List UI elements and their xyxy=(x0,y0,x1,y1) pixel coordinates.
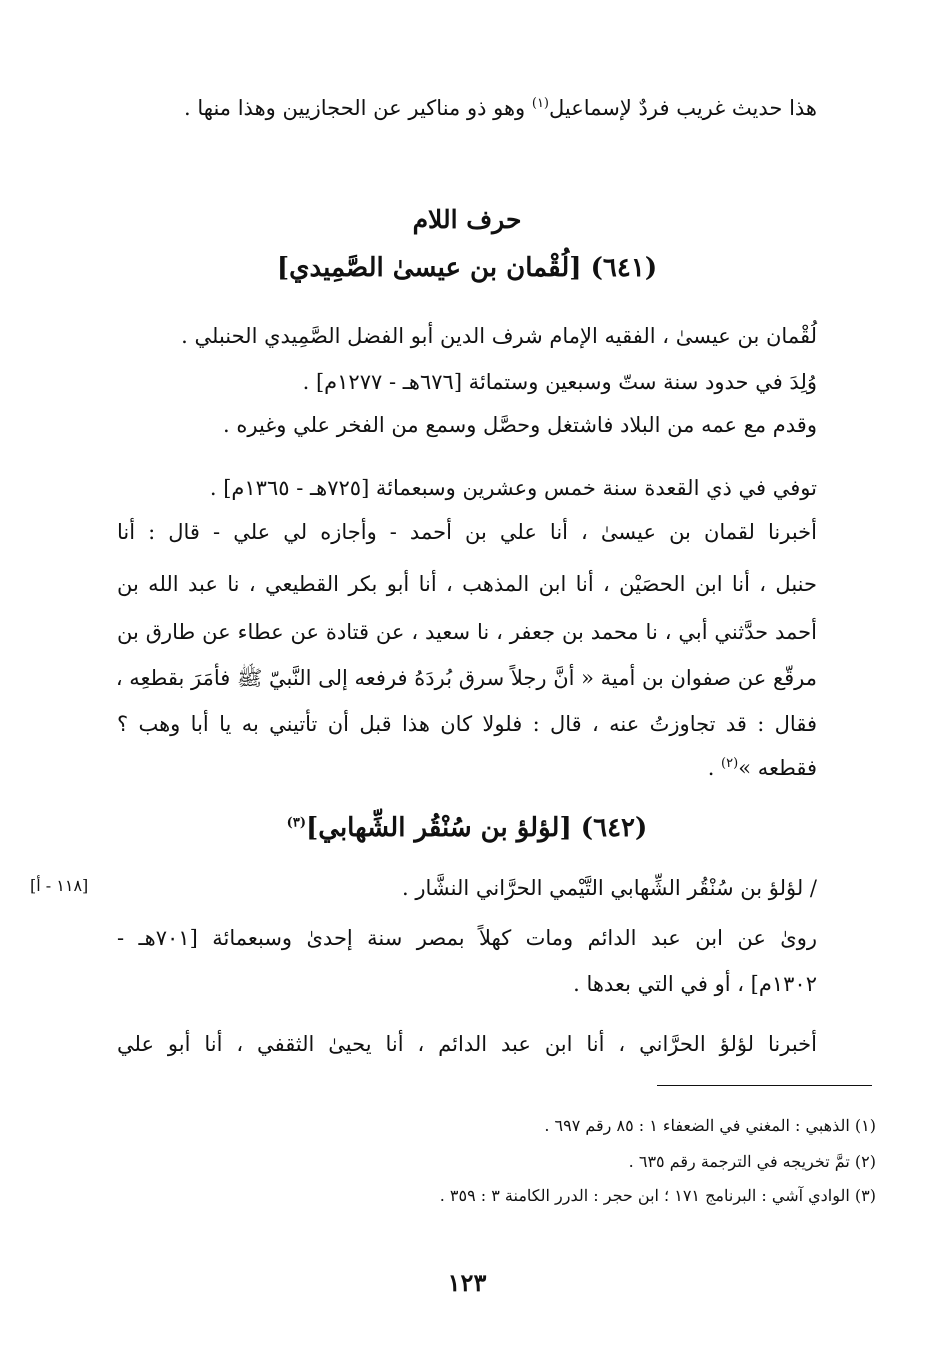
entry-642-line: / لؤلؤ بن سُنْقُر الشِّهابي التَّيْمي الحرَّاني النشَّار . xyxy=(402,876,817,900)
entry-642-line: رویٰ عن ابن عبد الدائم ومات كهلاً بمصر سنة إحدىٰ وسبعمائة [٧٠١هـ - xyxy=(117,926,818,950)
entry-641-line: فقال : قد تجاوزتُ عنه ، قال : فلولا كان هذا قبل أن تأتيني به يا أبا وهب ؟ xyxy=(117,712,817,736)
footnote-separator xyxy=(657,1085,872,1086)
footnote: (١) الذهبي : المغني في الضعفاء ١ : ٨٥ رقم ٦٩٧ . xyxy=(544,1116,876,1135)
footnote: (٢) تمَّ تخريجه في الترجمة رقم ٦٣٥ . xyxy=(628,1152,876,1171)
entry-641-line: وُلِدَ في حدود سنة ستّ وسبعين وستمائة [٦٧٦هـ - ١٢٧٧م] . xyxy=(302,370,817,394)
entry-641-last-text: فقطعه » xyxy=(738,756,817,780)
entry-642-heading-text: (٦٤٢) [لؤلؤ بن سُنْقُر الشِّهابي] xyxy=(305,813,648,843)
intro-text-end: وهو ذو مناكير عن الحجازيين وهذا منها . xyxy=(184,96,532,120)
entry-641-last-line xyxy=(117,748,817,788)
footnote-ref-2: (٢) xyxy=(721,756,739,771)
entry-641-line: وقدم مع عمه من البلاد فاشتغل وحصَّل وسمع من الفخر علي وغيره . xyxy=(223,413,817,437)
intro-paragraph xyxy=(117,88,817,128)
entry-641-line: أخبرنا لقمان بن عيسىٰ ، أنا علي بن أحمد - وأجازه لي علي - قال : أنا xyxy=(117,520,817,544)
intro-text: هذا حديث غريب فردٌ لإسماعيل xyxy=(549,96,817,120)
entry-641-line: أحمد حدَّثني أبي ، نا محمد بن جعفر ، نا سعيد ، عن قتادة عن عطاء عن طارق بن xyxy=(117,620,817,644)
entry-642-line: ١٣٠٢م] ، أو في التي بعدها . xyxy=(573,972,817,996)
entry-641-line: لُقْمان بن عيسىٰ ، الفقيه الإمام شرف الدين أبو الفضل الصَّمِيدي الحنبلي . xyxy=(181,324,817,348)
manuscript-folio-marker: [١١٨ - أ] xyxy=(30,876,89,895)
footnote-ref-3: (٣) xyxy=(286,815,306,831)
entry-641-line: توفي في ذي القعدة سنة خمس وعشرين وسبعمائة [٧٢٥هـ - ١٣٦٥م] . xyxy=(209,476,817,500)
entry-641-last-end: . xyxy=(707,756,722,780)
page-number: ١٢٣ xyxy=(447,1268,487,1297)
footnote: (٣) الوادي آشي : البرنامج ١٧١ ؛ ابن حجر : الدرر الكامنة ٣ : ٣٥٩ . xyxy=(439,1186,876,1205)
entry-641-line: مرقّع عن صفوان بن أمية « أنَّ رجلاً سرق بُردَهُ فرفعه إلى النَّبيّ ﷺ فأمَرَ بقطعِه ، xyxy=(115,666,817,690)
entry-641-line: حنبل ، أنا ابن الحصَيْن ، أنا ابن المذهب ، أنا أبو بكر القطيعي ، نا عبد الله بن xyxy=(117,572,817,596)
entry-642-line: أخبرنا لؤلؤ الحرَّاني ، أنا ابن عبد الدائم ، أنا يحيىٰ الثقفي ، أنا أبو علي xyxy=(117,1032,817,1056)
entry-641-heading: (٦٤١) [لُقْمان بن عيسىٰ الصَّمِيدي] xyxy=(276,253,658,283)
section-title: حرف اللام xyxy=(412,205,522,234)
entry-642-heading xyxy=(117,808,817,848)
footnote-ref-1: (١) xyxy=(531,96,549,111)
